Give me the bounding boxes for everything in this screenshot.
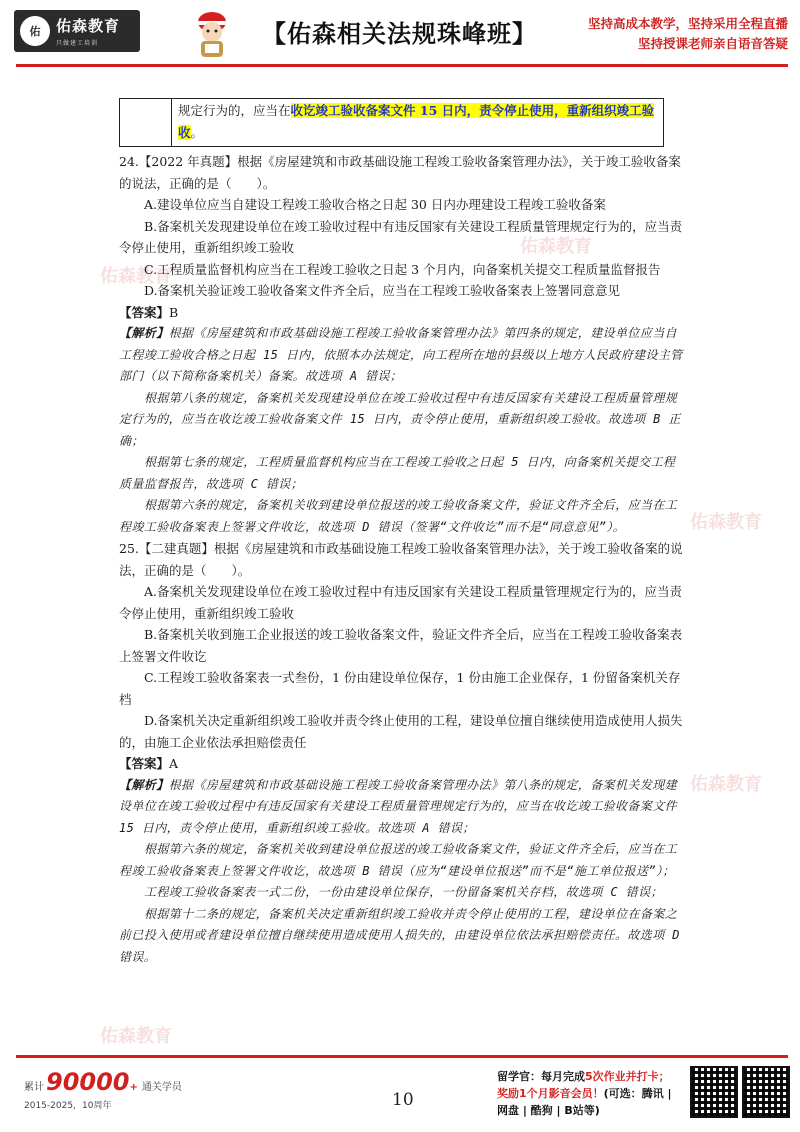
footer-stats [24, 1068, 182, 1111]
question-25 [119, 538, 685, 968]
continued-table [119, 98, 664, 147]
analysis-label: 【解析】 [119, 326, 169, 340]
watermark: 佑森教育 [520, 236, 592, 257]
watermark: 佑森教育 [690, 512, 762, 533]
analysis-label: 【解析】 [119, 777, 169, 792]
option-a: A.备案机关发现建设单位在竣工验收过程中有违反国家有关建设工程质量管理规定行为的，应当责令停止使用，重新组织竣工验收 [119, 584, 683, 621]
footer-divider [16, 1055, 788, 1058]
qr-code-icon [690, 1066, 738, 1118]
footer-promo: 留学官：每月完成5次作业并打卡； 奖励1个月影音会员！(可选：腾讯 | 网盘 | 酷狗 | B站等) [497, 1070, 672, 1117]
highlighted-text: 收讫竣工验收备案文件 15 日内，责令停止使用，重新组织竣工验收 [178, 103, 655, 140]
analysis-para: 根据第七条的规定，工程质量监督机构应当在工程竣工验收之日起 5 日内，向备案机关提交工程质量监督报告，故选项 C 错误； [119, 455, 676, 491]
question-stem: 25.【二建真题】根据《房屋建筑和市政基础设施工程竣工验收备案管理办法》，关于竣工验收备案的说法，正确的是（ ）。 [119, 541, 683, 578]
analysis-para: 【解析】根据《房屋建筑和市政基础设施工程竣工验收备案管理办法》第八条的规定，备案机关发现建设单位在竣工验收过程中有违反国家有关建设工程质量管理规定行为的，应当在收讫竣工验收备案文件 15 日内，责令停止使用，重新组织竣工验收。故选项 A 错误； [119, 777, 678, 835]
option-b: B.备案机关发现建设单位在竣工验收过程中有违反国家有关建设工程质量管理规定行为的，应当责令停止使用，重新组织竣工验收 [119, 218, 683, 255]
answer-value: B [169, 304, 179, 320]
option-a: A.建设单位应当自建设工程竣工验收合格之日起 30 日内办理建设工程竣工验收备案 [144, 197, 606, 212]
watermark: 佑森教育 [100, 266, 172, 287]
question-24 [119, 151, 685, 538]
header-divider [16, 64, 788, 67]
analysis-para: 【解析】根据《房屋建筑和市政基础设施工程竣工验收备案管理办法》第四条的规定，建设单位应当自工程竣工验收合格之日起 15 日内，依照本办法规定，向工程所在地的县级以上地方人民政府建设主管部门（以下简称备案机关）备案。故选项 A 错误； [119, 326, 683, 383]
stats-years: 2015-2025，10周年 [24, 1101, 112, 1111]
table-row [120, 99, 664, 147]
analysis-para: 根据第十二条的规定，备案机关决定重新组织竣工验收并责令停止使用的工程，建设单位在备案之前已投入使用或者建设单位擅自继续使用造成使用人损失的，由建设单位依法承担赔偿责任。故选项 D 错误。 [119, 906, 680, 964]
stats-prefix: 累计 [24, 1082, 44, 1093]
option-d: D.备案机关决定重新组织竣工验收并责令终止使用的工程，建设单位擅自继续使用造成使用人损失的，由施工企业依法承担赔偿责任 [119, 713, 683, 750]
stats-plus: + [129, 1082, 138, 1093]
stats-number: 90000 [46, 1068, 130, 1096]
watermark: 佑森教育 [100, 1026, 172, 1047]
slogan-line-1: 坚持高成本教学，坚持采用全程直播 [587, 16, 788, 31]
option-b: B.备案机关收到施工企业报送的竣工验收备案文件，验证文件齐全后，应当在工程竣工验收备案表上签署文件收讫 [119, 627, 683, 664]
answer-label: 【答案】 [119, 304, 170, 320]
watermark: 佑森教育 [690, 774, 762, 795]
mascot-icon [190, 8, 234, 60]
slogan-line-2: 坚持授课老师亲自语音答疑 [637, 36, 788, 51]
option-c: C.工程竣工验收备案表一式叁份，1 份由建设单位保存，1 份由施工企业保存，1 份留备案机关存档 [119, 670, 681, 707]
answer-line [119, 302, 685, 324]
table-cell-text: 规定行为的，应当在收讫竣工验收备案文件 15 日内，责令停止使用，重新组织竣工验收。 [172, 99, 664, 147]
logo-name: 佑森教育 [56, 17, 121, 35]
header-slogan [588, 14, 788, 54]
answer-line [119, 753, 685, 775]
brand-logo [14, 10, 140, 52]
page-number: 10 [392, 1090, 414, 1110]
table-cell-empty [120, 99, 172, 147]
main-content [119, 98, 685, 968]
analysis-para: 根据第六条的规定，备案机关收到建设单位报送的竣工验收备案文件，验证文件齐全后，应当在工程竣工验收备案表上签署文件收讫，故选项 B 错误（应为“建设单位报送”而不是“施工单位报送”）； [119, 842, 678, 878]
option-c: C.工程质量监督机构应当在工程竣工验收之日起 3 个月内，向备案机关提交工程质量监督报告 [144, 261, 661, 277]
page-title: 【佑森相关法规珠峰班】 [262, 20, 537, 48]
analysis-para: 工程竣工验收备案表一式二份，一份由建设单位保存，一份留备案机关存档，故选项 C 错误； [144, 885, 663, 899]
answer-label: 【答案】 [119, 756, 170, 771]
logo-subtitle: 只做建工培训 [56, 40, 99, 47]
analysis-para: 根据第八条的规定，备案机关发现建设单位在竣工验收过程中有违反国家有关建设工程质量管理规定行为的，应当在收讫竣工验收备案文件 15 日内，责令停止使用，重新组织竣工验收。故选项 B 正确； [119, 390, 681, 448]
logo-mark-icon: 佑 [20, 16, 50, 46]
qr-code-icon [742, 1066, 790, 1118]
question-stem: 24.【2022 年真题】根据《房屋建筑和市政基础设施工程竣工验收备案管理办法》，关于竣工验收备案的说法，正确的是（ ）。 [119, 154, 681, 191]
analysis-para: 根据第六条的规定，备案机关收到建设单位报送的竣工验收备案文件，验证文件齐全后，应当在工程竣工验收备案表上签署文件收讫，故选项 D 错误（签署“文件收讫”而不是“同意意见”）。 [119, 498, 678, 534]
answer-value: A [169, 756, 179, 771]
page-header [0, 0, 800, 68]
option-d: D.备案机关验证竣工验收备案文件齐全后，应当在工程竣工验收备案表上签署同意意见 [144, 283, 621, 298]
stats-suffix: 通关学员 [141, 1082, 182, 1093]
